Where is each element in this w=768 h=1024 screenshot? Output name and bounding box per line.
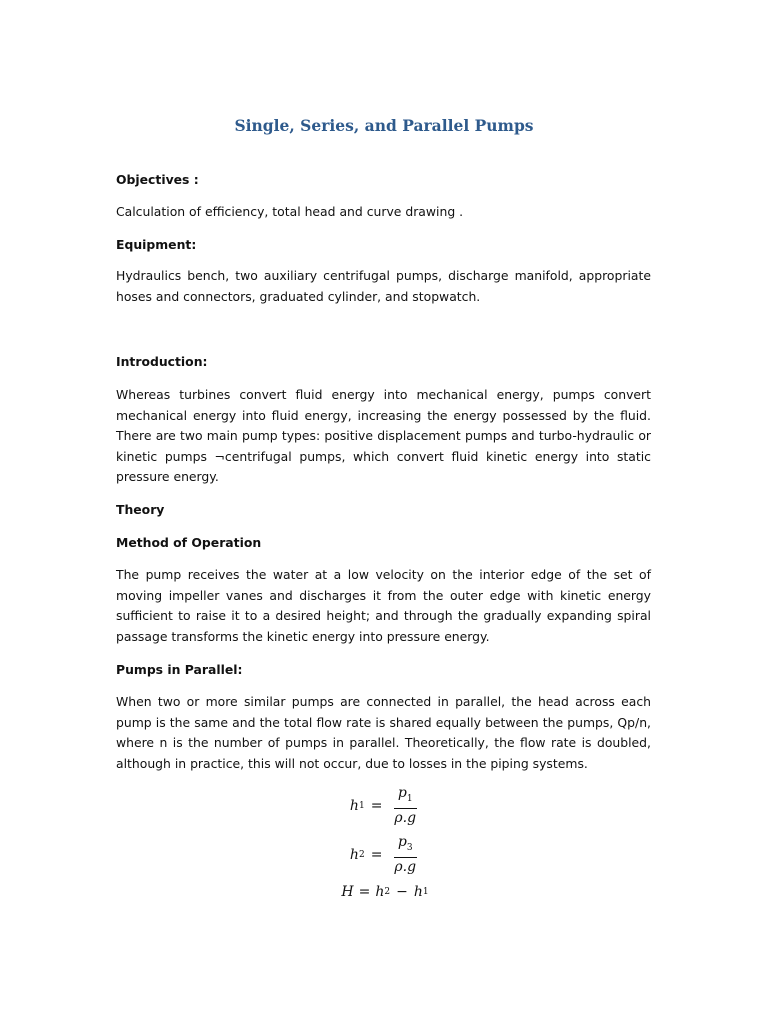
equation-total-head: H = h 2 − h 1 [341,884,429,900]
eq2-lhs-sub: 2 [358,849,365,860]
method-text: The pump receives the water at a low velocity on the interior edge of the set of moving impeller vanes and discharges it from the outer edge with kinetic energy sufficient to raise it to a desired height; and through the gradually expanding spiral passage transforms the kinetic energy into pressure energy. [116,567,651,644]
introduction-heading: Introduction: [116,354,208,369]
eq2-fraction [390,834,420,876]
objectives-heading: Objectives : [116,172,199,187]
objectives-text: Calculation of efficiency, total head and curve drawing . [116,204,464,219]
eq1-lhs-var: h [349,797,359,814]
parallel-text: When two or more similar pumps are connected in parallel, the head across each pump is the same and the total flow rate is shared equally between the pumps, Qp/n, where n is the number of pumps in parallel. Theoretically, the flow rate is doubled, although in practice, this will not occur, due to losses in the piping systems. [116,694,651,771]
theory-heading: Theory [116,502,165,517]
eq3-lhs: H [341,884,354,900]
equipment-text: Hydraulics bench, two auxiliary centrifugal pumps, discharge manifold, appropriate hoses and connectors, graduated cylinder, and stopwatch. [116,268,651,304]
eq2-lhs-var: h [349,846,359,863]
equation-h2: h 2 = $\frac{p_3}{\rho.g}$ [0,834,768,876]
eq3-a-var: h [375,884,385,900]
eq2-denominator: ρ.g [394,858,417,875]
eq1-fraction [390,785,420,827]
eq1-num-var: p [397,785,407,801]
introduction-text: Whereas turbines convert fluid energy into mechanical energy, pumps convert mechanical energy into fluid energy, increasing the energy possessed by the fluid. There are two main pump types: positive displacement pumps and turbo-hydraulic or kinetic pumps ¬centrifugal pumps, which convert fluid kinetic energy into static pressure energy. [116,387,651,485]
eq3-b-sub: 1 [422,887,429,897]
parallel-heading: Pumps in Parallel: [116,662,243,677]
eq1-num-sub: 1 [406,793,413,804]
eq3-b-var: h [413,884,423,900]
document-title: Single, Series, and Parallel Pumps [234,116,534,135]
method-heading: Method of Operation [116,535,262,550]
eq3-a-sub: 2 [384,887,391,897]
eq1-denominator: ρ.g [394,809,417,826]
eq2-num-var: p [397,834,407,850]
equipment-heading: Equipment: [116,237,197,252]
eq2-num-sub: 3 [406,842,413,853]
equation-h1: h 1 = $\frac{p_1}{\rho.g}$ [0,785,768,827]
eq1-lhs-sub: 1 [358,800,365,811]
